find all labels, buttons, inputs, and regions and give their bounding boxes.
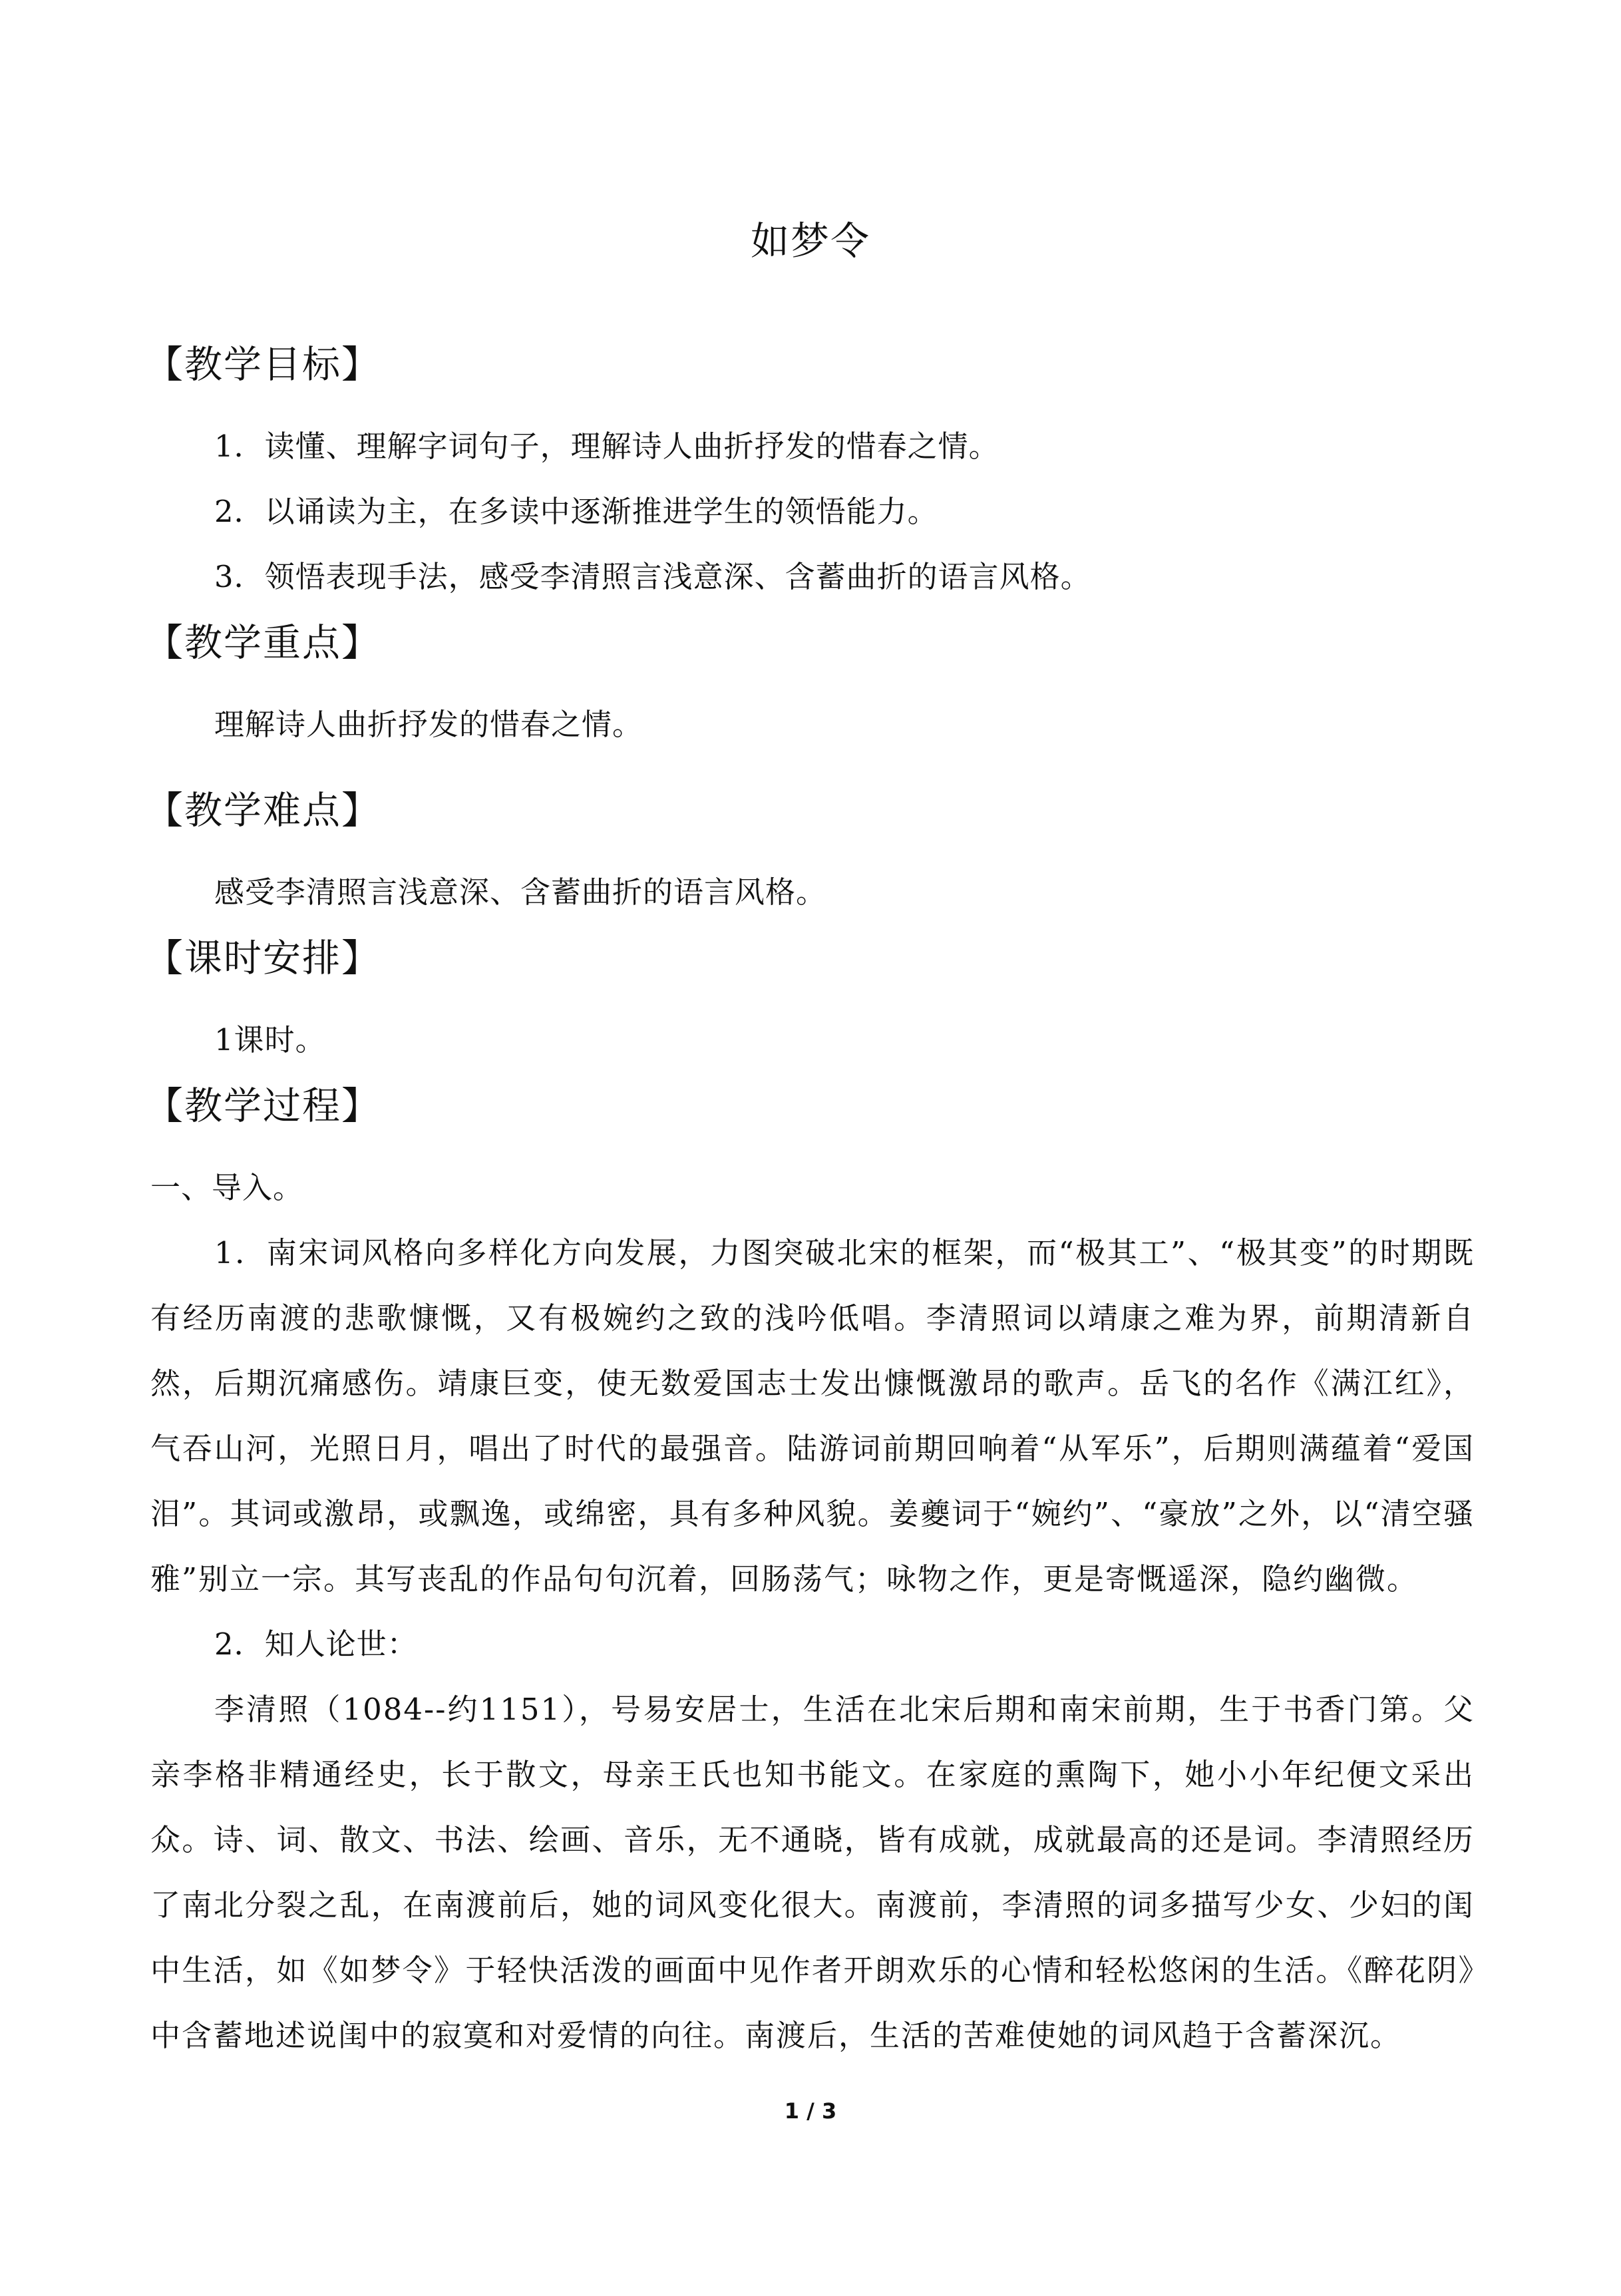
document-body	[145, 331, 1475, 2068]
process-paragraph-2-title: 2．知人论世：	[214, 1626, 418, 1662]
objective-item-1: 1．读懂、理解字词句子，理解诗人曲折抒发的惜春之情。	[214, 429, 999, 464]
difficulties-text: 感受李清照言浅意深、含蓄曲折的语言风格。	[214, 874, 827, 910]
section-heading-key-points: 【教学重点】	[145, 621, 381, 665]
page-number: 1 / 3	[784, 2098, 837, 2124]
objective-item-2: 2．以诵读为主，在多读中逐渐推进学生的领悟能力。	[214, 494, 938, 529]
objective-item-3: 3．领悟表现手法，感受李清照言浅意深、含蓄曲折的语言风格。	[214, 559, 1091, 594]
process-paragraph-3: 李清照（1084--约1151），号易安居士，生活在北宋后期和南宋前期，生于书香门第。父亲李格非精通经史，长于散文，母亲王氏也知书能文。在家庭的熏陶下，她小小年纪便文采出众。诗、词、散文、书法、绘画、音乐，无不通晓，皆有成就，成就最高的还是词。李清照经历了南北分裂之乱，在南渡前后，她的词风变化很大。南渡前，李清照的词多描写少女、少妇的闺中生活，如《如梦令》于轻快活泼的画面中见作者开朗欢乐的心情和轻松悠闲的生活。《醉花阴》中含蓄地述说闺中的寂寞和对爱情的向往。南渡后，生活的苦难使她的词风趋于含蓄深沉。	[150, 1692, 1475, 2053]
document-title: 如梦令	[750, 218, 870, 264]
process-paragraph-1: 1．南宋词风格向多样化方向发展，力图突破北宋的框架，而“极其工”、“极其变”的时期既有经历南渡的悲歌慷慨，又有极婉约之致的浅吟低唱。李清照词以靖康之难为界，前期清新自然，后期沉痛感伤。靖康巨变，使无数爱国志士发出慷慨激昂的歌声。岳飞的名作《满江红》，气吞山河，光照日月，唱出了时代的最强音。陆游词前期回响着“从军乐”，后期则满蕴着“爱国泪”。其词或激昂，或飘逸，或绵密，具有多种风貌。姜夔词于“婉约”、“豪放”之外，以“清空骚雅”别立一宗。其写丧乱的作品句句沉着，回肠荡气；咏物之作，更是寄慨遥深，隐约幽微。	[150, 1235, 1475, 1597]
section-heading-objectives: 【教学目标】	[145, 343, 381, 387]
schedule-text: 1课时。	[214, 1022, 326, 1057]
section-heading-process: 【教学过程】	[145, 1084, 381, 1128]
process-step-1-title: 一、导入。	[150, 1170, 304, 1205]
section-heading-schedule: 【课时安排】	[145, 936, 381, 980]
section-heading-difficulties: 【教学难点】	[145, 789, 381, 833]
key-points-text: 理解诗人曲折抒发的惜春之情。	[214, 707, 643, 742]
